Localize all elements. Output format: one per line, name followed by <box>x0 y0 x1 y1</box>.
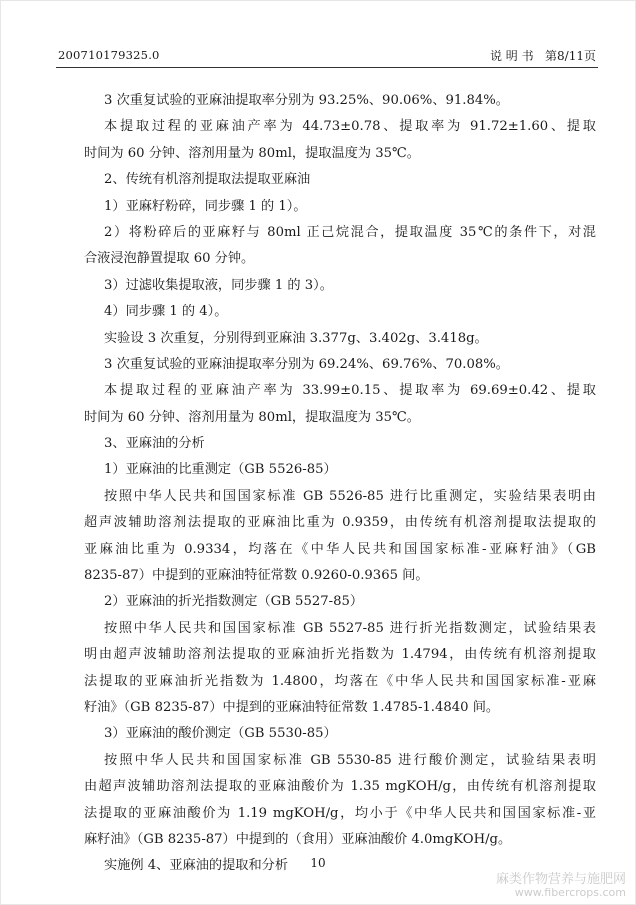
watermark-url: www.fibercrops.com <box>514 886 626 899</box>
header-page-indicator: 第8/11页 <box>545 49 596 63</box>
text-line: 2）亚麻油的折光指数测定（GB 5527-85） <box>104 594 364 610</box>
header-divider <box>56 67 598 68</box>
text-line: 时间为 60 分钟、溶剂用量为 80ml，提取温度为 35℃。 <box>84 409 420 425</box>
text-line: 明由超声波辅助溶剂法提取的亚麻油折光指数为 1.4794，由传统有机溶剂提取 <box>84 647 596 663</box>
text-line: 1）亚麻油的比重测定（GB 5526-85） <box>104 462 337 478</box>
text-line: 按照中华人民共和国国家标准 GB 5527-85 进行折光指数测定，试验结果表 <box>104 620 596 636</box>
text-line: 合液浸泡静置提取 60 分钟。 <box>84 251 255 267</box>
text-line: 2、传统有机溶剂提取法提取亚麻油 <box>104 172 311 188</box>
text-line: 法提取的亚麻油酸价为 1.19 mgKOH/g，均小于《中华人民共和国国家标准-亚 <box>84 805 596 821</box>
header-title-block <box>490 47 596 64</box>
text-line: 实验设 3 次重复，分别得到亚麻油 3.377g、3.402g、3.418g。 <box>104 330 488 346</box>
document-body <box>84 88 596 880</box>
text-line: 亚麻油比重为 0.9334，均落在《中华人民共和国国家标准-亚麻籽油》（GB <box>84 541 596 557</box>
text-line: 时间为 60 分钟、溶剂用量为 80ml，提取温度为 35℃。 <box>84 145 420 161</box>
text-line: 3 次重复试验的亚麻油提取率分别为 93.25%、90.06%、91.84%。 <box>104 93 509 108</box>
watermark-site-name: 麻类作物营养与施肥网 <box>495 872 626 887</box>
text-line: 4）同步骤 1 的 4）。 <box>104 304 228 320</box>
patent-application-number: 200710179325.0 <box>58 48 160 62</box>
text-line: 籽油》（GB 8235-87）中提到的亚麻油特征常数 1.4785-1.4840 间。 <box>84 699 500 715</box>
text-line: 按照中华人民共和国国家标准 GB 5530-85 进行酸价测定，试验结果表明 <box>104 752 596 768</box>
text-line: 本提取过程的亚麻油产率为 33.99±0.15、提取率为 69.69±0.42、提取 <box>104 383 596 399</box>
text-line: 实施例 4、亚麻油的提取和分析 <box>104 858 289 874</box>
text-line: 2）将粉碎后的亚麻籽与 80ml 正己烷混合，提取温度 35℃的条件下，对混 <box>104 224 596 240</box>
text-line: 8235-87）中提到的亚麻油特征常数 0.9260-0.9365 间。 <box>84 568 429 584</box>
text-line: 3 次重复试验的亚麻油提取率分别为 69.24%、69.76%、70.08%。 <box>104 356 509 372</box>
text-line: 3）过滤收集提取液，同步骤 1 的 3）。 <box>104 277 333 293</box>
text-line: 法提取的亚麻油折光指数为 1.4800，均落在《中华人民共和国国家标准-亚麻 <box>84 673 596 689</box>
text-line: 麻籽油》（GB 8235-87）中提到的（食用）亚麻油酸价 4.0mgKOH/g。 <box>84 831 512 847</box>
text-line: 由超声波辅助溶剂法提取的亚麻油酸价为 1.35 mgKOH/g，由传统有机溶剂提取 <box>84 779 596 795</box>
text-line: 3、亚麻油的分析 <box>104 436 205 452</box>
text-line: 按照中华人民共和国国家标准 GB 5526-85 进行比重测定，实验结果表明由 <box>104 488 596 504</box>
text-line: 超声波辅助溶剂法提取的亚麻油比重为 0.9359，由传统有机溶剂提取法提取的 <box>84 515 596 531</box>
document-type-label: 说 明 书 <box>489 49 534 63</box>
text-line: 1）亚麻籽粉碎，同步骤 1 的 1）。 <box>104 198 307 214</box>
text-line: 3）亚麻油的酸价测定（GB 5530-85） <box>104 726 337 742</box>
page-number: 10 <box>310 856 326 870</box>
text-line: 本提取过程的亚麻油产率为 44.73±0.78、提取率为 91.72±1.60、提取 <box>104 119 596 135</box>
